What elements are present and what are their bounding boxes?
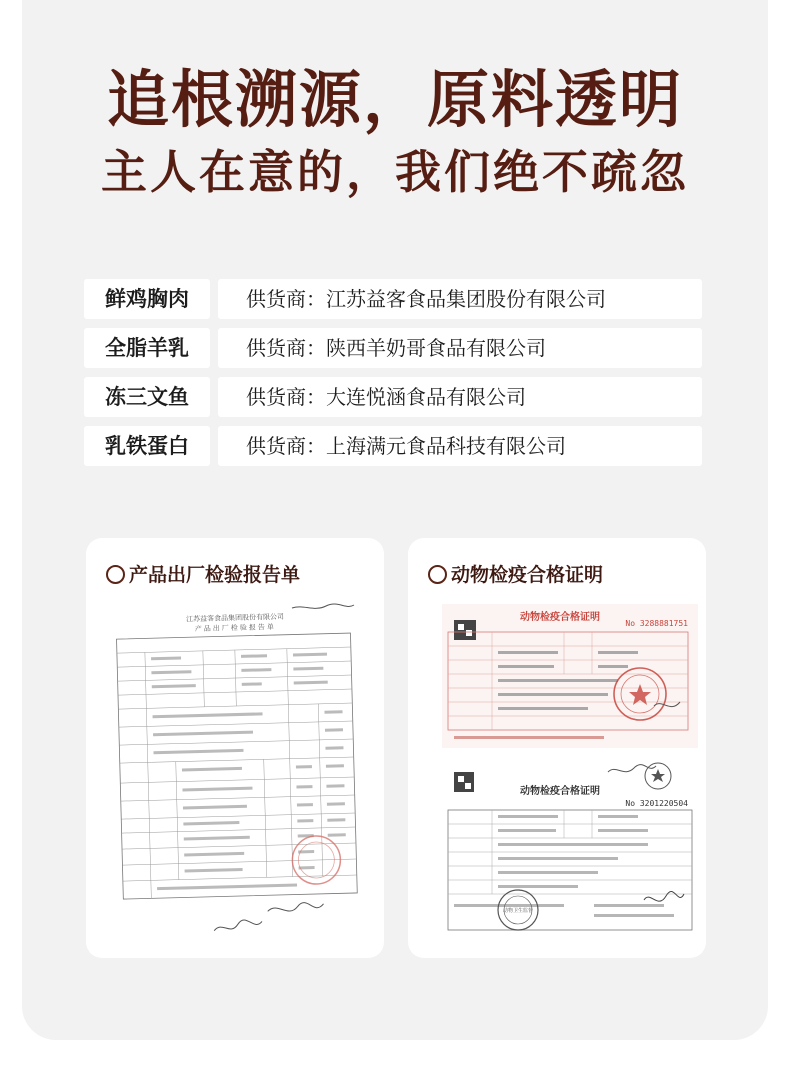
- supplier-label: 供货商：上海满元食品科技有限公司: [218, 426, 702, 466]
- quarantine-certificate-card: [408, 538, 706, 958]
- inspection-report-card: [86, 538, 384, 958]
- circle-bullet-icon: [106, 565, 125, 584]
- inspection-report-document-image: [114, 602, 364, 938]
- material-label: 冻三文鱼: [84, 377, 210, 417]
- supplier-row-chicken: [84, 279, 704, 319]
- supplier-label: 供货商：大连悦涵食品有限公司: [218, 377, 702, 417]
- quarantine-certificate-bottom-image: [444, 760, 702, 942]
- headline-title: 追根溯源，原料透明: [106, 63, 683, 136]
- circle-bullet-icon: [428, 565, 447, 584]
- cert-heading-text: 动物检疫合格证明: [520, 612, 600, 623]
- cert-heading-text-2: 动物检疫合格证明: [520, 786, 600, 797]
- cert-number-text-2: No 3201220504: [625, 799, 688, 808]
- supplier-label: 供货商：陕西羊奶哥食品有限公司: [218, 328, 702, 368]
- supplier-row-salmon: [84, 377, 704, 417]
- material-label: 全脂羊乳: [84, 328, 210, 368]
- supplier-row-goat-milk: [84, 328, 704, 368]
- cert-number-text: No 3288881751: [625, 619, 688, 628]
- doc-company-text: 江苏益客食品集团股份有限公司: [185, 612, 285, 624]
- supplier-row-lactoferrin: [84, 426, 704, 466]
- inspection-report-title: 产品出厂检验报告单: [106, 562, 300, 588]
- quarantine-certificate-title: 动物检疫合格证明: [428, 562, 603, 588]
- supplier-label: 供货商：江苏益客食品集团股份有限公司: [218, 279, 702, 319]
- doc-heading-text: 产品出厂检验报告单: [194, 622, 276, 634]
- seal-text: 动物卫生监督: [502, 908, 534, 914]
- material-label: 鲜鸡胸肉: [84, 279, 210, 319]
- material-label: 乳铁蛋白: [84, 426, 210, 466]
- quarantine-certificate-top-image: [440, 602, 702, 752]
- headline-subtitle: 主人在意的，我们绝不疏忽: [101, 145, 689, 199]
